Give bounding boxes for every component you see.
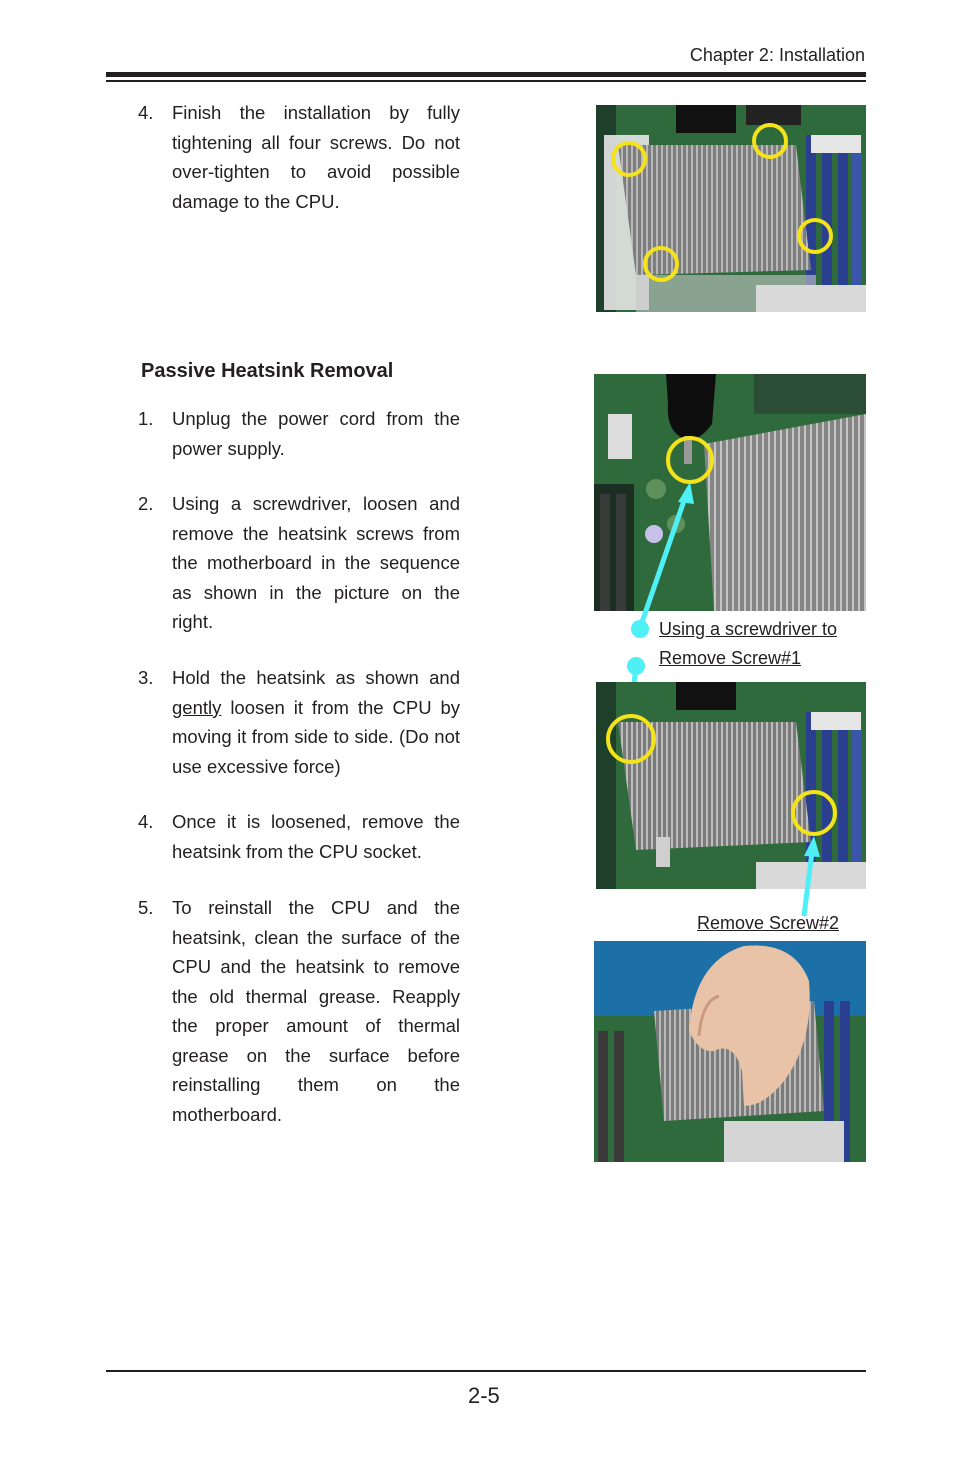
removal-step-1 bbox=[138, 404, 460, 463]
step-number: 4. bbox=[138, 811, 154, 832]
step-text-after: loosen it from the CPU by moving it from side to side. (Do not use excessive force) bbox=[172, 696, 461, 777]
step-number: 4. bbox=[138, 102, 154, 123]
step-text: Once it is loosened, remove the heatsink from the CPU socket. bbox=[172, 811, 460, 862]
heatsink-installed-photo bbox=[596, 105, 866, 312]
arrow-dot-icon bbox=[631, 620, 649, 638]
removal-step-3 bbox=[138, 663, 460, 781]
hand-lifting-heatsink-photo bbox=[594, 941, 866, 1162]
footer-rule bbox=[106, 1370, 866, 1372]
step-number: 1. bbox=[138, 408, 154, 429]
removal-step-4 bbox=[138, 807, 460, 866]
header-rule-thick bbox=[106, 72, 866, 77]
removal-step-2 bbox=[138, 489, 460, 637]
section-heading: Passive Heatsink Removal bbox=[141, 360, 394, 382]
step-text: Using a screwdriver, loosen and remove the heatsink screws from the motherboard in the sequence as shown in the picture on the right. bbox=[172, 493, 460, 632]
caption-screw2: Remove Screw#2 bbox=[697, 913, 840, 933]
step-text: Finish the installation by fully tightening all four screws. Do not over-tighten to avoid possible damage to the CPU. bbox=[172, 102, 460, 212]
chapter-header: Chapter 2: Installation bbox=[689, 45, 865, 65]
heatsink bbox=[704, 414, 866, 611]
arrow-head-icon bbox=[804, 836, 820, 857]
step-number: 3. bbox=[138, 667, 154, 688]
heatsink bbox=[618, 722, 811, 850]
screw2-arrow bbox=[790, 830, 830, 920]
step-text bbox=[172, 663, 460, 781]
step-number: 5. bbox=[138, 897, 154, 918]
install-step-4 bbox=[138, 98, 460, 216]
caption-screw1-line2: Remove Screw#1 bbox=[659, 648, 802, 668]
removal-step-5 bbox=[138, 893, 460, 1129]
page-number: 2-5 bbox=[468, 1383, 500, 1408]
step-text: To reinstall the CPU and the heatsink, clean the surface of the CPU and the heatsink to remove the old thermal grease. Reapply the proper amount of thermal grease on the surface before reinstalling them on the motherboard. bbox=[172, 897, 460, 1125]
arrow-head-icon bbox=[678, 482, 694, 504]
step-number: 2. bbox=[138, 493, 154, 514]
step-text-before: Hold the heatsink as shown and bbox=[172, 667, 460, 688]
emphasis-gently: gently bbox=[172, 696, 222, 718]
step-text: Unplug the power cord from the power supply. bbox=[172, 408, 460, 459]
caption-screw1-line1: Using a screwdriver to bbox=[659, 619, 838, 639]
header-rule-thin bbox=[106, 80, 866, 82]
